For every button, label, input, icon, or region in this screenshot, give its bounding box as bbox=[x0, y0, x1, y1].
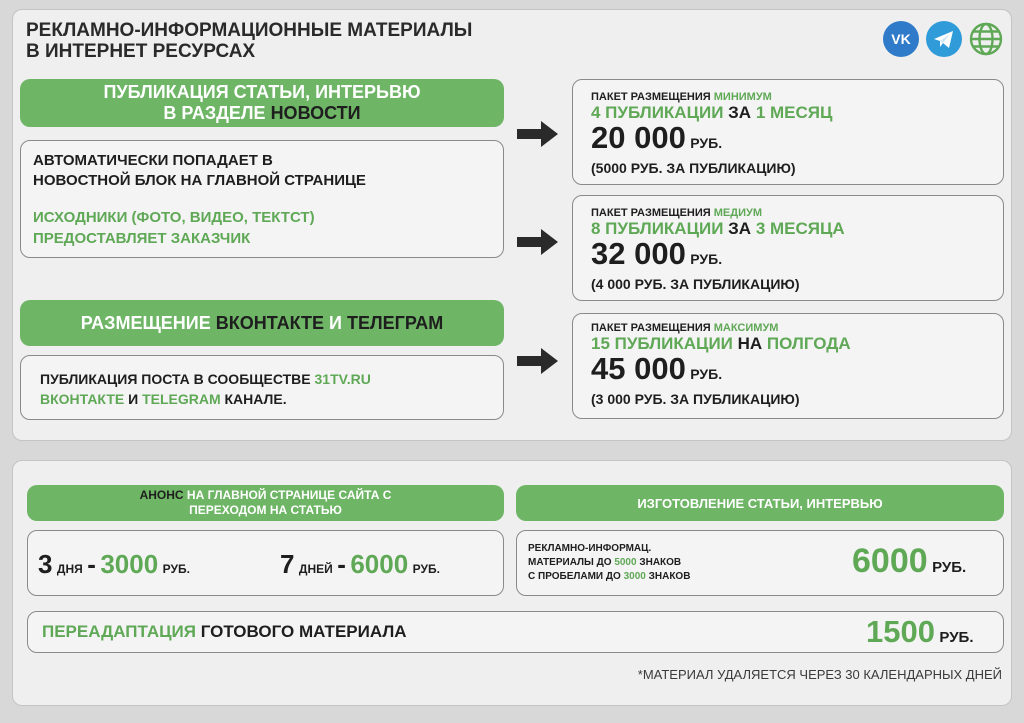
announce-option-3-days: 3 ДНЯ - 3000 РУБ. bbox=[38, 549, 190, 579]
announce-option-7-days: 7 ДНЕЙ - 6000 РУБ. bbox=[280, 549, 440, 579]
package-price: 32 000 bbox=[591, 236, 686, 271]
news-publication-bar: ПУБЛИКАЦИЯ СТАТЬИ, ИНТЕРЬВЮ В РАЗДЕЛЕ НОВОСТИ bbox=[20, 79, 504, 127]
vk-icon[interactable]: VK bbox=[883, 21, 919, 57]
news-src-line2: ПРЕДОСТАВЛЯЕТ ЗАКАЗЧИК bbox=[33, 230, 251, 247]
social-placement-bar: РАЗМЕЩЕНИЕ ВКОНТАКТЕ И ТЕЛЕГРАМ bbox=[20, 300, 504, 346]
news-src-line1: ИСХОДНИКИ (ФОТО, ВИДЕО, ТЕКТСТ) bbox=[33, 209, 315, 226]
footnote: *МАТЕРИАЛ УДАЛЯЕТСЯ ЧЕРЕЗ 30 КАЛЕНДАРНЫХ ДНЕЙ bbox=[637, 667, 1002, 682]
arrow-right-icon bbox=[517, 346, 559, 376]
news-desc-line1: АВТОМАТИЧЕСКИ ПОПАДАЕТ В bbox=[33, 152, 273, 169]
article-price: 6000 РУБ. bbox=[852, 542, 967, 580]
announce-bar: АНОНС НА ГЛАВНОЙ СТРАНИЦЕ САЙТА С ПЕРЕХОДОМ НА СТАТЬЮ bbox=[27, 485, 504, 521]
readaptation-price: 1500 РУБ. bbox=[866, 614, 974, 649]
telegram-icon[interactable] bbox=[926, 21, 962, 57]
package-price: 20 000 bbox=[591, 120, 686, 155]
page-title: РЕКЛАМНО-ИНФОРМАЦИОННЫЕ МАТЕРИАЛЫ В ИНТЕРНЕТ РЕСУРСАХ bbox=[26, 20, 473, 62]
article-production-bar: ИЗГОТОВЛЕНИЕ СТАТЬИ, ИНТЕРВЬЮ bbox=[516, 485, 1004, 521]
news-desc-line2: НОВОСТНОЙ БЛОК НА ГЛАВНОЙ СТРАНИЦЕ bbox=[33, 172, 366, 189]
arrow-right-icon bbox=[517, 227, 559, 257]
globe-icon[interactable] bbox=[968, 21, 1004, 57]
readaptation-label: ПЕРЕАДАПТАЦИЯ ГОТОВОГО МАТЕРИАЛА bbox=[42, 622, 407, 641]
arrow-right-icon bbox=[517, 119, 559, 149]
package-price: 45 000 bbox=[591, 351, 686, 386]
